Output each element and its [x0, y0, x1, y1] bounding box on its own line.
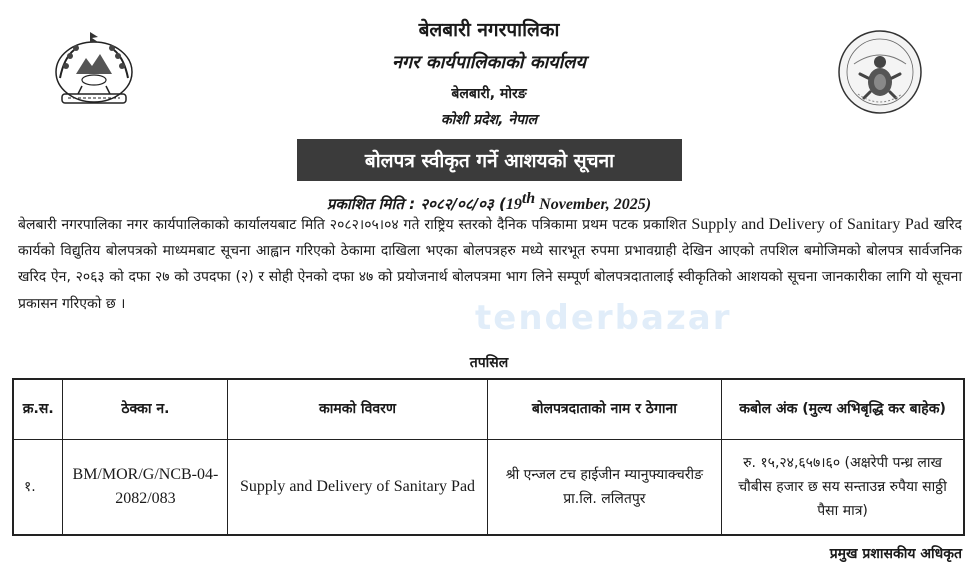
province-country: कोशी प्रदेश, नेपाल [440, 112, 538, 128]
body-part-3: खरिद कार्यको विद्युतिय बोलपत्रको माध्यमबाट सूचना आह्वान गरिएको ठेकामा दाखिला भएका बोलपत्रहरु मध्ये सारभूत रुपमा प्रभावग्राही देखिन आएको तपशिल बमोजिमको बोलपत्र सार्वजनिक खरिद ऐन, २०६३ को दफा २७ को उपदफा (२) र सोही ऐनको दफा ४७ को प्रयोजनार्थ बोलपत्रमा भाग लिने सम्पूर्ण बोलपत्रदातालाई स्वीकृतिको आशयको सूचना जानकारीका लागि यो सूचना प्रकासन गरिएको छ । [18, 217, 962, 312]
notice-header [0, 0, 978, 135]
header-work-description: कामको विवरण [228, 379, 487, 439]
published-month-year: November, 2025) [535, 196, 652, 213]
published-day-suffix: th [521, 190, 536, 207]
cell-serial: १. [13, 439, 63, 535]
table-header-row [13, 379, 964, 439]
published-date [0, 190, 978, 214]
bid-details-table [12, 378, 965, 536]
header-contract-no: ठेक्का न. [63, 379, 228, 439]
cell-bid-amount: रु. १५,२४,६५७।६० (अक्षरेपी पन्ध्र लाख चौबीस हजार छ सय सन्ताउन्न रुपैया साठ्ठी पैसा मात्र) [722, 439, 964, 535]
cell-work-description: Supply and Delivery of Sanitary Pad [228, 439, 487, 535]
published-day: 19 [505, 196, 522, 213]
header-serial: क्र.स. [13, 379, 63, 439]
watermark-text: tenderbazar [475, 298, 732, 338]
schedule-heading: तपसिल [469, 355, 509, 371]
header-bid-amount: कबोल अंक (मुल्य अभिबृद्धि कर बाहेक) [722, 379, 964, 439]
office-address: बेलबारी, मोरङ [451, 86, 527, 102]
notice-body [18, 212, 962, 317]
body-part-1: बेलबारी नगरपालिका नगर कार्यपालिकाको कार्यालयबाट मिति २०८२।०५।०४ गते राष्ट्रिय स्तरको दैनिक पत्रिकामा प्रथम पटक प्रकाशित [18, 217, 692, 233]
cell-contract-no: BM/MOR/G/NCB-04-2082/083 [63, 439, 228, 535]
body-project-name: Supply and Delivery of Sanitary Pad [691, 216, 929, 233]
belbari-municipality-logo-icon [836, 28, 924, 116]
office-name: नगर कार्यपालिकाको कार्यालय [392, 52, 586, 73]
municipality-name: बेलबारी नगरपालिका [418, 19, 560, 41]
header-bidder-name-address: बोलपत्रदाताको नाम र ठेगाना [487, 379, 721, 439]
published-label: प्रकाशित मिति : २०८२/०८/०३ ( [326, 195, 506, 213]
cell-bidder: श्री एन्जल टच हाईजीन म्यानुफ्याक्चरीङ प्रा.लि. ललितपुर [487, 439, 721, 535]
table-row [13, 439, 964, 535]
notice-title: बोलपत्र स्वीकृत गर्ने आशयको सूचना [297, 139, 682, 181]
signatory-title: प्रमुख प्रशासकीय अधिकृत [829, 546, 962, 562]
